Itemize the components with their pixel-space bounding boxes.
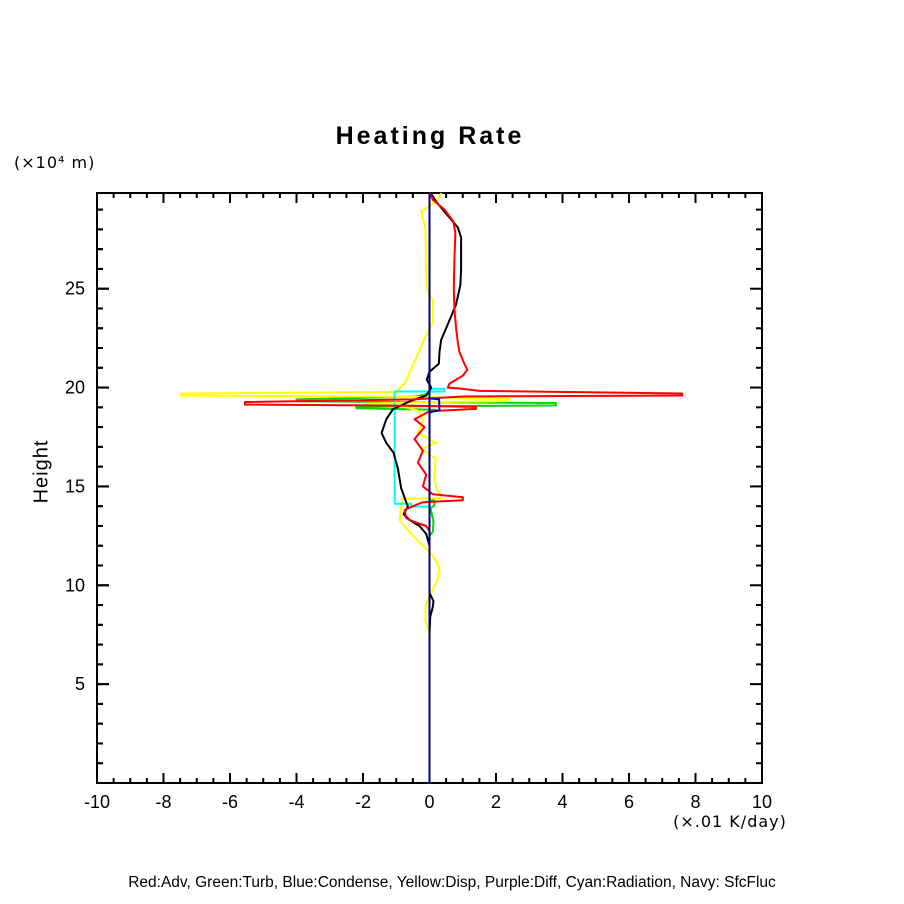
x-tick-label: 2 (490, 792, 502, 812)
y-axis-unit-label: (×10⁴ m) (14, 153, 96, 172)
series-adv (245, 194, 682, 531)
y-tick-label: 15 (64, 476, 85, 497)
x-tick-label: -4 (288, 792, 305, 812)
series-disp (181, 194, 509, 637)
x-tick-label: -6 (221, 792, 239, 812)
legend-caption: Red:Adv, Green:Turb, Blue:Condense, Yellow:Disp, Purple:Diff, Cyan:Radiation, Navy: SfcFluc (128, 874, 776, 891)
x-axis-unit-label: (×.01 K/day) (673, 812, 787, 831)
series-condense (430, 193, 440, 783)
x-tick-label: -8 (155, 792, 172, 812)
x-tick-label: 8 (690, 792, 701, 812)
x-tick-label: 6 (623, 792, 635, 812)
y-axis-title: Height (30, 439, 53, 504)
y-tick-label: 20 (64, 377, 85, 398)
x-tick-label: -2 (354, 792, 372, 812)
x-tick-label: 10 (751, 792, 773, 812)
y-tick-label: 10 (64, 575, 85, 596)
y-tick-label: 5 (74, 674, 85, 695)
x-tick-label: -10 (83, 792, 111, 812)
x-tick-label: 0 (424, 792, 435, 812)
chart-title: Heating Rate (335, 122, 525, 150)
x-tick-label: 4 (557, 792, 568, 812)
y-tick-label: 25 (64, 278, 85, 299)
